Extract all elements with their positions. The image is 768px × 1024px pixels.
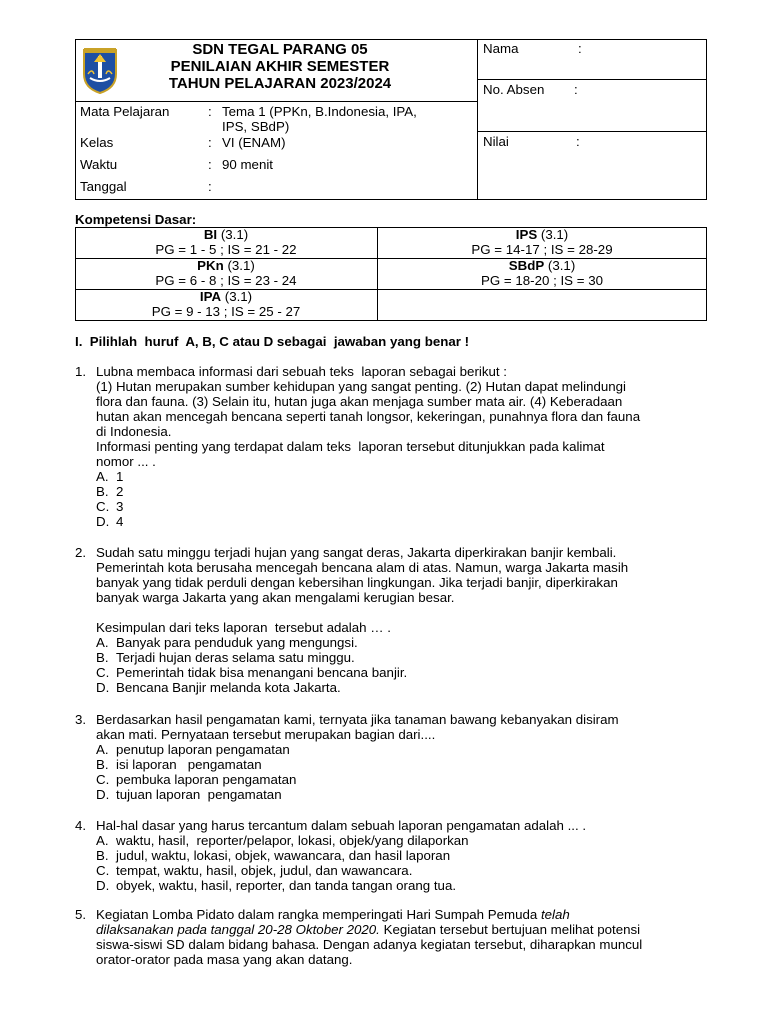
question-text: Kegiatan Lomba Pidato dalam rangka memperingati Hari Sumpah Pemuda	[96, 907, 541, 922]
question-body	[96, 364, 708, 529]
question-line: (1) Hutan merupakan sumber kehidupan yang sangat penting. (2) Hutan dapat melindungi	[96, 379, 626, 394]
option-letter: D.	[96, 680, 110, 695]
field-label-time: Waktu	[80, 157, 118, 172]
option-c[interactable]	[96, 499, 708, 514]
question-number: 5.	[75, 907, 87, 922]
question-number: 2.	[75, 545, 87, 560]
option-c[interactable]	[96, 863, 708, 878]
school-name: SDN TEGAL PARANG 05	[192, 41, 368, 58]
kd-cell-sbdp	[377, 258, 707, 288]
question-line: Hal-hal dasar yang harus tercantum dalam sebuah laporan pengamatan adalah ... .	[96, 818, 587, 833]
academic-year: TAHUN PELAJARAN 2023/2024	[168, 75, 392, 92]
question-line: flora dan fauna. (3) Selain itu, hutan juga akan menjaga sumber mata air. (4) Keberadaan	[96, 394, 623, 409]
field-value-time: 90 menit	[222, 157, 273, 172]
kompetensi-heading: Kompetensi Dasar:	[75, 212, 197, 227]
header-divider-left	[75, 101, 477, 102]
option-text: 3	[116, 499, 124, 514]
question-number: 4.	[75, 818, 87, 833]
option-text: waktu, hasil, reporter/pelapor, lokasi, objek/yang dilaporkan	[116, 833, 469, 848]
question-number: 1.	[75, 364, 87, 379]
option-text: obyek, waktu, hasil, reporter, dan tanda tangan orang tua.	[116, 878, 457, 893]
option-a[interactable]	[96, 833, 708, 848]
option-b[interactable]	[96, 848, 708, 863]
option-text: judul, waktu, lokasi, objek, wawancara, dan hasil laporan	[116, 848, 451, 863]
field-label-date: Tanggal	[80, 179, 127, 194]
option-letter: A.	[96, 833, 109, 848]
question-line: akan mati. Pernyataan tersebut merupakan bagian dari....	[96, 727, 436, 742]
header-divider-vertical	[477, 39, 478, 200]
kd-code: (3.1)	[547, 258, 576, 273]
kd-subject: PKn	[197, 258, 224, 273]
field-colon-date: :	[208, 179, 212, 194]
option-letter: B.	[96, 757, 109, 772]
field-value-subject: Tema 1 (PPKn, B.Indonesia, IPA,	[222, 104, 417, 119]
kd-detail: PG = 9 - 13 ; IS = 25 - 27	[151, 304, 301, 319]
field-value-date[interactable]	[222, 179, 462, 194]
kd-cell-bi	[75, 227, 377, 257]
kd-cell-ipa	[75, 289, 377, 319]
question-text-italic: dilaksanakan pada tanggal 20-28 Oktober 2020.	[96, 922, 380, 937]
exam-title: PENILAIAN AKHIR SEMESTER	[170, 58, 390, 75]
option-b[interactable]	[96, 757, 708, 772]
option-letter: B.	[96, 650, 109, 665]
question-line: hutan akan mencegah bencana seperti tanah longsor, kekeringan, punahnya flora dan fauna	[96, 409, 641, 424]
kd-code: (3.1)	[227, 258, 255, 273]
question-line: siswa-siswi SD dalam bidang bahasa. Dengan adanya kegiatan tersebut, diharapkan muncul	[96, 937, 643, 952]
kd-cell-ips	[377, 227, 707, 257]
question-line: Sudah satu minggu terjadi hujan yang sangat deras, Jakarta diperkirakan banjir kembali.	[96, 545, 617, 560]
student-label-name: Nama	[483, 41, 519, 56]
question-line	[96, 907, 708, 922]
question-line	[96, 605, 708, 620]
option-b[interactable]	[96, 650, 708, 665]
kd-subject: SBdP	[508, 258, 545, 273]
option-a[interactable]	[96, 469, 708, 484]
question-line: orator-orator pada masa yang akan datang.	[96, 952, 353, 967]
option-b[interactable]	[96, 484, 708, 499]
question-text: Kegiatan tersebut bertujuan melihat potensi	[379, 922, 641, 937]
question-line: Berdasarkan hasil pengamatan kami, ternyata jika tanaman bawang kebanyakan disiram	[96, 712, 619, 727]
option-letter: D.	[96, 787, 110, 802]
question-text-italic: telah	[540, 907, 570, 922]
option-text: penutup laporan pengamatan	[116, 742, 290, 757]
field-colon-time: :	[208, 157, 212, 172]
kd-subject: IPA	[199, 289, 222, 304]
kd-detail: PG = 14-17 ; IS = 28-29	[471, 242, 613, 257]
option-letter: D.	[96, 514, 110, 529]
header-divider-right-1	[477, 79, 707, 80]
student-label-number: No. Absen	[483, 82, 545, 97]
option-letter: C.	[96, 863, 110, 878]
option-letter: B.	[96, 848, 109, 863]
question-line: Kesimpulan dari teks laporan tersebut adalah … .	[96, 620, 391, 635]
field-value-subject-2: IPS, SBdP)	[222, 119, 290, 134]
option-d[interactable]	[96, 878, 708, 893]
option-letter: A.	[96, 469, 109, 484]
question-body	[96, 545, 708, 695]
option-text: tempat, waktu, hasil, objek, judul, dan wawancara.	[116, 863, 413, 878]
option-a[interactable]	[96, 635, 708, 650]
kd-cell-pkn	[75, 258, 377, 288]
question-line: di Indonesia.	[96, 424, 172, 439]
option-letter: B.	[96, 484, 109, 499]
option-letter: D.	[96, 878, 110, 893]
question-line	[96, 922, 708, 937]
question-line: banyak yang tidak perduli dengan kebersihan lingkungan. Jika terjadi banjir, diperkirakan	[96, 575, 618, 590]
option-letter: C.	[96, 772, 110, 787]
option-letter: C.	[96, 499, 110, 514]
option-a[interactable]	[96, 742, 708, 757]
option-d[interactable]	[96, 787, 708, 802]
option-letter: A.	[96, 635, 109, 650]
kd-detail: PG = 6 - 8 ; IS = 23 - 24	[155, 273, 297, 288]
field-colon-class: :	[208, 135, 212, 150]
option-text: isi laporan pengamatan	[116, 757, 262, 772]
kd-subject: IPS	[515, 227, 538, 242]
option-text: 1	[116, 469, 124, 484]
option-text: Pemerintah tidak bisa menangani bencana banjir.	[116, 665, 408, 680]
header-divider-right-2	[477, 131, 707, 132]
question-number: 3.	[75, 712, 87, 727]
student-value-number[interactable]: :	[574, 82, 578, 97]
question-body	[96, 818, 708, 893]
question-body	[96, 907, 708, 967]
question-line: Pemerintah kota berusaha mencegah bencana alam di atas. Namun, warga Jakarta masih	[96, 560, 629, 575]
question-line: Informasi penting yang terdapat dalam teks laporan tersebut ditunjukkan pada kalimat	[96, 439, 605, 454]
field-colon-subject: :	[208, 104, 212, 119]
kd-code: (3.1)	[220, 227, 249, 242]
kd-subject: BI	[203, 227, 218, 242]
section-instruction: I. Pilihlah huruf A, B, C atau D sebagai jawaban yang benar !	[75, 334, 470, 349]
student-value-score: :	[576, 134, 580, 149]
option-text: 2	[116, 484, 124, 499]
option-c[interactable]	[96, 665, 708, 680]
option-letter: C.	[96, 665, 110, 680]
question-line: banyak warga Jakarta yang akan mengalami kerugian besar.	[96, 590, 455, 605]
kd-detail: PG = 18-20 ; IS = 30	[481, 273, 603, 288]
question-body	[96, 712, 708, 802]
student-value-name[interactable]: :	[578, 41, 582, 56]
option-text: Banyak para penduduk yang mengungsi.	[116, 635, 358, 650]
field-label-class: Kelas	[80, 135, 114, 150]
option-text: Terjadi hujan deras selama satu minggu.	[116, 650, 355, 665]
option-text: 4	[116, 514, 124, 529]
option-letter: A.	[96, 742, 109, 757]
option-text: Bencana Banjir melanda kota Jakarta.	[116, 680, 341, 695]
kd-code: (3.1)	[224, 289, 253, 304]
option-d[interactable]	[96, 680, 708, 695]
option-text: pembuka laporan pengamatan	[116, 772, 297, 787]
question-line: Lubna membaca informasi dari sebuah teks laporan sebagai berikut :	[96, 364, 507, 379]
option-d[interactable]	[96, 514, 708, 529]
question-line: nomor ... .	[96, 454, 156, 469]
option-c[interactable]	[96, 772, 708, 787]
kd-code: (3.1)	[540, 227, 569, 242]
field-value-class: VI (ENAM)	[222, 135, 286, 150]
field-label-subject: Mata Pelajaran	[80, 104, 170, 119]
student-label-score: Nilai	[483, 134, 509, 149]
option-text: tujuan laporan pengamatan	[116, 787, 282, 802]
kd-detail: PG = 1 - 5 ; IS = 21 - 22	[155, 242, 297, 257]
